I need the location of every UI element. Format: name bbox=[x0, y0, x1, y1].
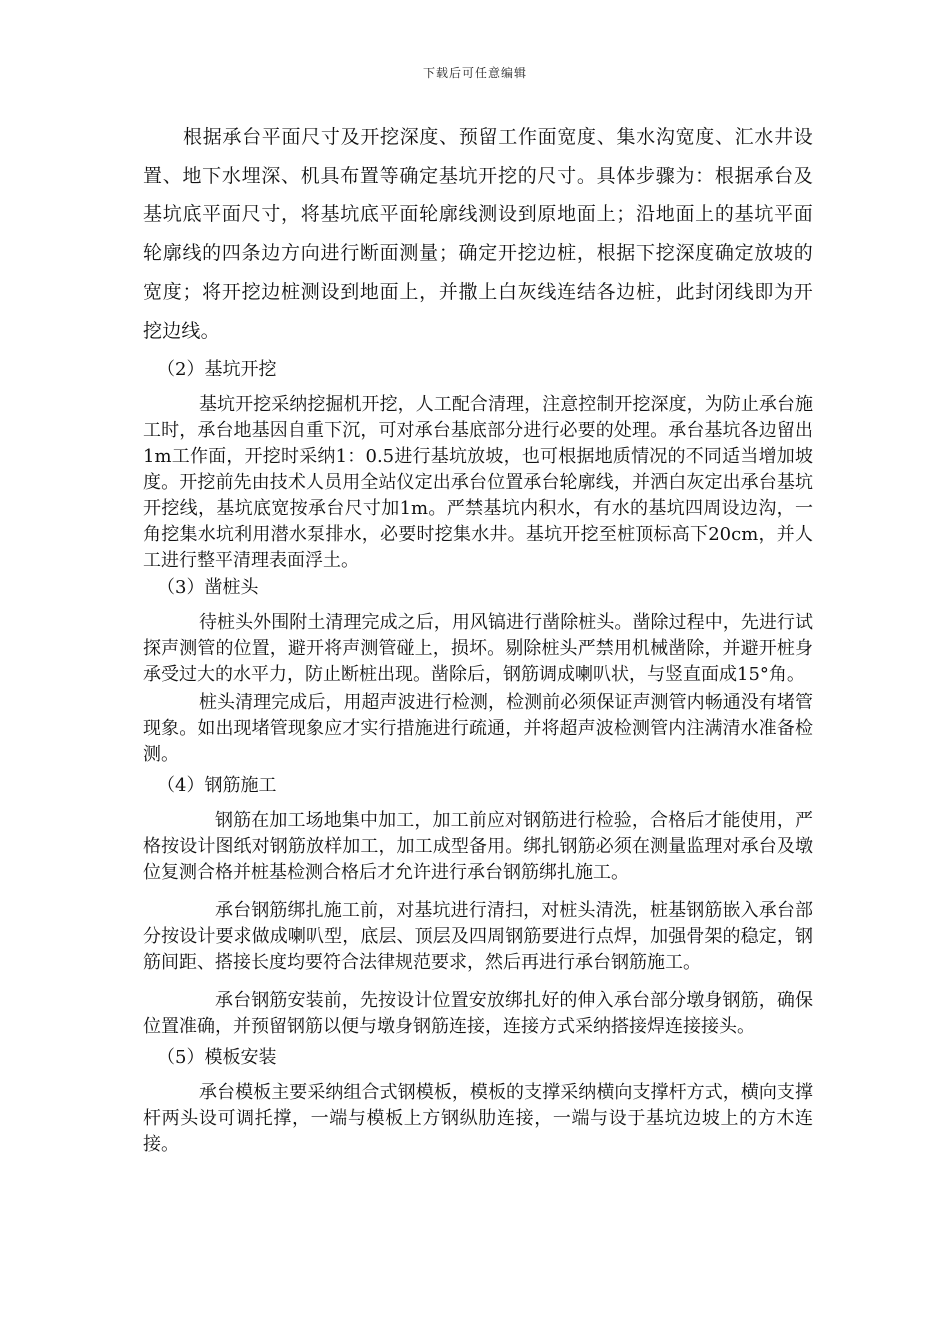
paragraph-formwork: 承台模板主要采纳组合式钢模板，模板的支撑采纳横向支撑杆方式，横向支撑杆两头设可调托撑，一端与模板上方钢纵肋连接，一端与设于基坑边坡上的方木连接。 bbox=[143, 1082, 813, 1156]
section-heading-2: （2）基坑开挖 bbox=[157, 359, 277, 381]
document-body bbox=[143, 118, 813, 1158]
section-heading-5: （5）模板安装 bbox=[157, 1047, 277, 1069]
paragraph-pile-head-1: 待桩头外围附土清理完成之后，用风镐进行凿除桩头。凿除过程中，先进行试探声测管的位置，避开将声测管碰上，损坏。剔除桩头严禁用机械凿除，并避开桩身承受过大的水平力，防止断桩出现。凿除后，钢筋调成喇叭状，与竖直面成15°角。 bbox=[143, 612, 813, 686]
paragraph-pile-head-2: 桩头清理完成后，用超声波进行检测，检测前必须保证声测管内畅通没有堵管现象。如出现堵管现象应才实行措施进行疏通，并将超声波检测管内注满清水准备检测。 bbox=[143, 692, 813, 766]
page-header: 下载后可任意编辑 bbox=[422, 66, 527, 80]
section-heading-4: （4）钢筋施工 bbox=[157, 775, 277, 797]
intro-paragraph: 根据承台平面尺寸及开挖深度、预留工作面宽度、集水沟宽度、汇水井设置、地下水埋深、机具布置等确定基坑开挖的尺寸。具体步骤为：根据承台及基坑底平面尺寸，将基坑底平面轮廓线测设到原地面上；沿地面上的基坑平面轮廓线的四条边方向进行断面测量；确定开挖边桩，根据下挖深度确定放坡的宽度；将开挖边桩测设到地面上，并撒上白灰线连结各边桩，此封闭线即为开挖边线。 bbox=[143, 126, 813, 342]
paragraph-rebar-1: 钢筋在加工场地集中加工，加工前应对钢筋进行检验，合格后才能使用，严格按设计图纸对钢筋放样加工，加工成型备用。绑扎钢筋必须在测量监理对承台及墩位复测合格并桩基检测合格后才允许进行承台钢筋绑扎施工。 bbox=[143, 810, 813, 884]
section-heading-3: （3）凿桩头 bbox=[157, 577, 259, 599]
paragraph-rebar-2: 承台钢筋绑扎施工前，对基坑进行清扫，对桩头清洗，桩基钢筋嵌入承台部分按设计要求做成喇叭型，底层、顶层及四周钢筋要进行点焊，加强骨架的稳定，钢筋间距、搭接长度均要符合法律规范要求，然后再进行承台钢筋施工。 bbox=[143, 900, 813, 974]
paragraph-rebar-3: 承台钢筋安装前，先按设计位置安放绑扎好的伸入承台部分墩身钢筋，确保位置准确，并预留钢筋以便与墩身钢筋连接，连接方式采纳搭接焊连接接头。 bbox=[143, 990, 813, 1038]
paragraph-excavation: 基坑开挖采纳挖掘机开挖，人工配合清理，注意控制开挖深度，为防止承台施工时，承台地基因自重下沉，可对承台基底部分进行必要的处理。承台基坑各边留出1m工作面，开挖时采纳1：0.5进行基坑放坡，也可根据地质情况的不同适当增加坡度。开挖前先由技术人员用全站仪定出承台位置承台轮廓线，并洒白灰定出承台基坑开挖线，基坑底宽按承台尺寸加1m。严禁基坑内积水，有水的基坑四周设边沟，一角挖集水坑利用潜水泵排水，必要时挖集水井。基坑开挖至桩顶标高下20cm，并人工进行整平清理表面浮土。 bbox=[143, 394, 813, 572]
